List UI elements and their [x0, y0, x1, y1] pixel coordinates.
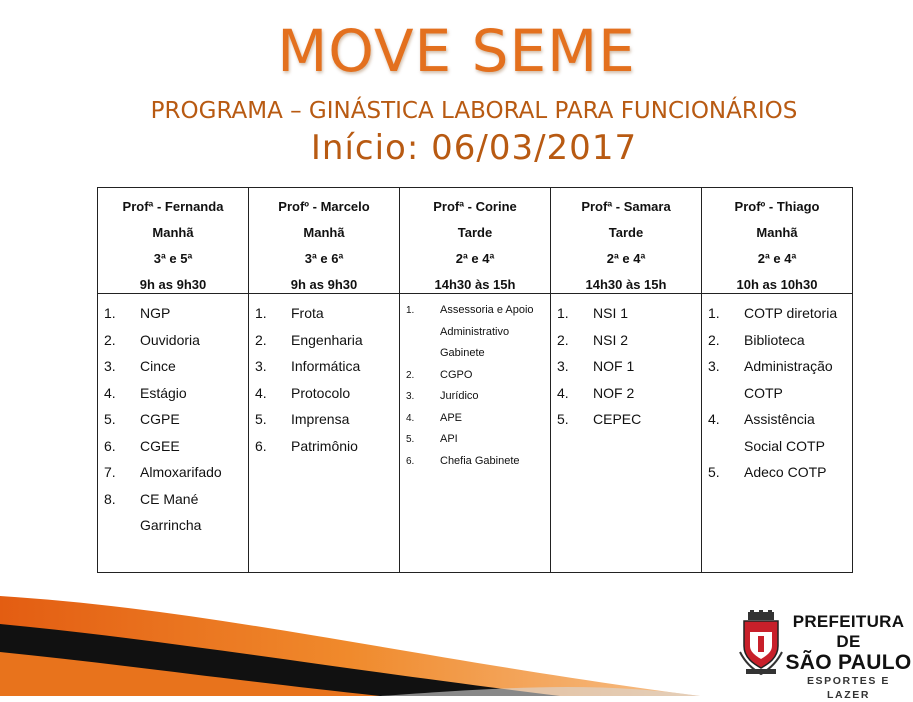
item-number: 4.: [406, 412, 415, 424]
department-list: [249, 294, 399, 572]
schedule-column: [98, 188, 249, 572]
list-item: [708, 327, 844, 354]
logo-line-esportes: ESPORTES E LAZER: [806, 675, 891, 701]
item-number: 5.: [708, 464, 720, 480]
department-name: Ouvidoria: [140, 331, 200, 348]
item-number: [406, 322, 440, 344]
item-number: 3.: [406, 391, 415, 402]
time-slot: 14h30 às 15h: [585, 277, 667, 292]
list-item: [255, 380, 391, 407]
item-number: 3.: [255, 358, 267, 374]
list-item: [406, 386, 542, 408]
item-number: 1.: [557, 305, 569, 321]
item-number: 1.: [406, 305, 415, 316]
list-item: [557, 406, 693, 433]
list-item: [406, 322, 542, 344]
department-name: Biblioteca: [744, 331, 805, 348]
item-number: 3.: [708, 358, 720, 374]
program-subtitle: PROGRAMA – GINÁSTICA LABORAL PARA FUNCIONÁRIOS: [150, 98, 798, 124]
list-item: [255, 406, 391, 433]
department-name: NSI 1: [593, 305, 629, 321]
department-name: Engenharia: [291, 331, 363, 348]
department-name: API: [440, 433, 458, 445]
shift-label: Manhã: [152, 225, 194, 240]
list-item: [104, 380, 240, 407]
weekdays-label: 2ª e 4ª: [606, 251, 646, 266]
department-name: APE: [440, 411, 463, 424]
department-list: [702, 294, 852, 572]
weekdays-label: 2ª e 4ª: [455, 251, 495, 266]
item-number: 6.: [104, 437, 116, 454]
schedule-column: [400, 188, 551, 572]
list-item: [406, 343, 542, 365]
list-item: [708, 406, 844, 433]
item-number: 2.: [708, 331, 720, 348]
item-number: 1.: [255, 305, 267, 321]
department-name: CGPO: [440, 368, 473, 381]
item-number: 5.: [255, 411, 267, 427]
shift-label: Manhã: [303, 225, 345, 240]
department-name: Assistência: [744, 411, 815, 427]
department-name: Patrimônio: [291, 437, 358, 454]
department-name: Gabinete: [440, 347, 485, 359]
item-number: 2.: [406, 369, 415, 381]
department-name: Chefia Gabinete: [440, 454, 520, 467]
list-item: [255, 300, 391, 327]
department-name: NGP: [140, 305, 171, 321]
item-number: 1.: [104, 305, 116, 321]
weekdays-label: 3ª e 6ª: [304, 251, 344, 266]
list-item: [406, 408, 542, 430]
city-logo-text: [784, 612, 913, 702]
column-header: [98, 188, 248, 294]
department-name: Administrativo: [440, 325, 510, 338]
schedule-column: [702, 188, 852, 572]
department-list: [551, 294, 701, 572]
list-item: [708, 353, 844, 380]
list-item: [557, 327, 693, 354]
department-name: Cince: [140, 358, 176, 374]
list-item: [255, 327, 391, 354]
list-item: [104, 433, 240, 460]
item-number: 5.: [406, 434, 415, 445]
list-item: [406, 429, 542, 451]
department-name: NOF 2: [593, 384, 635, 401]
department-name: Almoxarifado: [140, 464, 222, 480]
item-number: 5.: [557, 411, 569, 427]
department-name: COTP: [744, 384, 783, 401]
department-name: Jurídico: [440, 390, 479, 402]
time-slot: 9h as 9h30: [139, 277, 207, 292]
list-item: [708, 300, 844, 327]
list-item: [557, 353, 693, 380]
item-number: 2.: [104, 331, 116, 348]
item-number: [708, 380, 744, 407]
department-list: [98, 294, 248, 572]
list-item: [557, 300, 693, 327]
department-name: CE Mané: [140, 490, 199, 507]
page-title: MOVE SEME: [277, 17, 636, 85]
list-item: [104, 327, 240, 354]
list-item: [104, 486, 240, 513]
department-name: Social COTP: [744, 437, 825, 454]
department-name: Adeco COTP: [744, 464, 827, 480]
shift-label: Tarde: [457, 225, 493, 240]
list-item: [104, 353, 240, 380]
department-name: Informática: [291, 358, 361, 374]
logo-line-prefeitura: PREFEITURA DE: [792, 612, 905, 651]
column-header: [400, 188, 550, 294]
item-number: 7.: [104, 464, 116, 480]
department-name: Imprensa: [291, 411, 350, 427]
schedule-table: [97, 187, 853, 573]
department-name: CGPE: [140, 411, 180, 427]
instructor-name: Profº - Marcelo: [278, 199, 370, 214]
item-number: 4.: [255, 384, 267, 401]
column-header: [551, 188, 701, 294]
time-slot: 9h as 9h30: [290, 277, 358, 292]
instructor-name: Profª - Samara: [581, 199, 671, 214]
weekdays-label: 2ª e 4ª: [757, 251, 797, 266]
schedule-column: [551, 188, 702, 572]
instructor-name: Profª - Corine: [433, 199, 517, 214]
shift-label: Tarde: [608, 225, 644, 240]
item-number: 8.: [104, 490, 116, 507]
department-name: Frota: [291, 305, 324, 321]
item-number: [104, 512, 140, 539]
department-name: NSI 2: [593, 331, 629, 348]
department-name: Estágio: [140, 384, 187, 401]
department-name: Garrincha: [140, 517, 202, 533]
list-item: [708, 433, 844, 460]
item-number: [406, 343, 440, 365]
list-item: [406, 365, 542, 387]
item-number: 4.: [104, 384, 116, 401]
department-name: CGEE: [140, 437, 180, 454]
instructor-name: Profª - Fernanda: [122, 199, 224, 214]
weekdays-label: 3ª e 5ª: [153, 251, 193, 266]
list-item: [104, 459, 240, 486]
start-date: Início: 06/03/2017: [310, 128, 638, 168]
department-name: CEPEC: [593, 411, 642, 427]
department-list: [400, 294, 550, 572]
item-number: 3.: [557, 358, 569, 374]
item-number: 3.: [104, 358, 116, 374]
list-item: [255, 433, 391, 460]
shift-label: Manhã: [756, 225, 798, 240]
list-item: [708, 459, 844, 486]
list-item: [104, 300, 240, 327]
list-item: [255, 353, 391, 380]
item-number: 6.: [406, 455, 415, 467]
item-number: [708, 433, 744, 460]
department-name: Administração: [744, 358, 833, 374]
schedule-column: [249, 188, 400, 572]
time-slot: 10h as 10h30: [736, 277, 818, 292]
item-number: 5.: [104, 411, 116, 427]
department-name: Protocolo: [291, 384, 351, 401]
department-name: NOF 1: [593, 358, 635, 374]
item-number: 2.: [557, 331, 569, 348]
list-item: [406, 300, 542, 322]
item-number: 6.: [255, 437, 267, 454]
column-header: [702, 188, 852, 294]
list-item: [104, 512, 240, 539]
department-name: COTP diretoria: [744, 305, 838, 321]
time-slot: 14h30 às 15h: [434, 277, 516, 292]
list-item: [104, 406, 240, 433]
logo-line-sao-paulo: SÃO PAULO: [785, 651, 912, 674]
list-item: [708, 380, 844, 407]
list-item: [557, 380, 693, 407]
list-item: [406, 451, 542, 473]
department-name: Assessoria e Apoio: [440, 304, 534, 316]
instructor-name: Profº - Thiago: [734, 199, 820, 214]
item-number: 4.: [557, 384, 569, 401]
column-header: [249, 188, 399, 294]
item-number: 2.: [255, 331, 267, 348]
item-number: 4.: [708, 411, 720, 427]
item-number: 1.: [708, 305, 720, 321]
